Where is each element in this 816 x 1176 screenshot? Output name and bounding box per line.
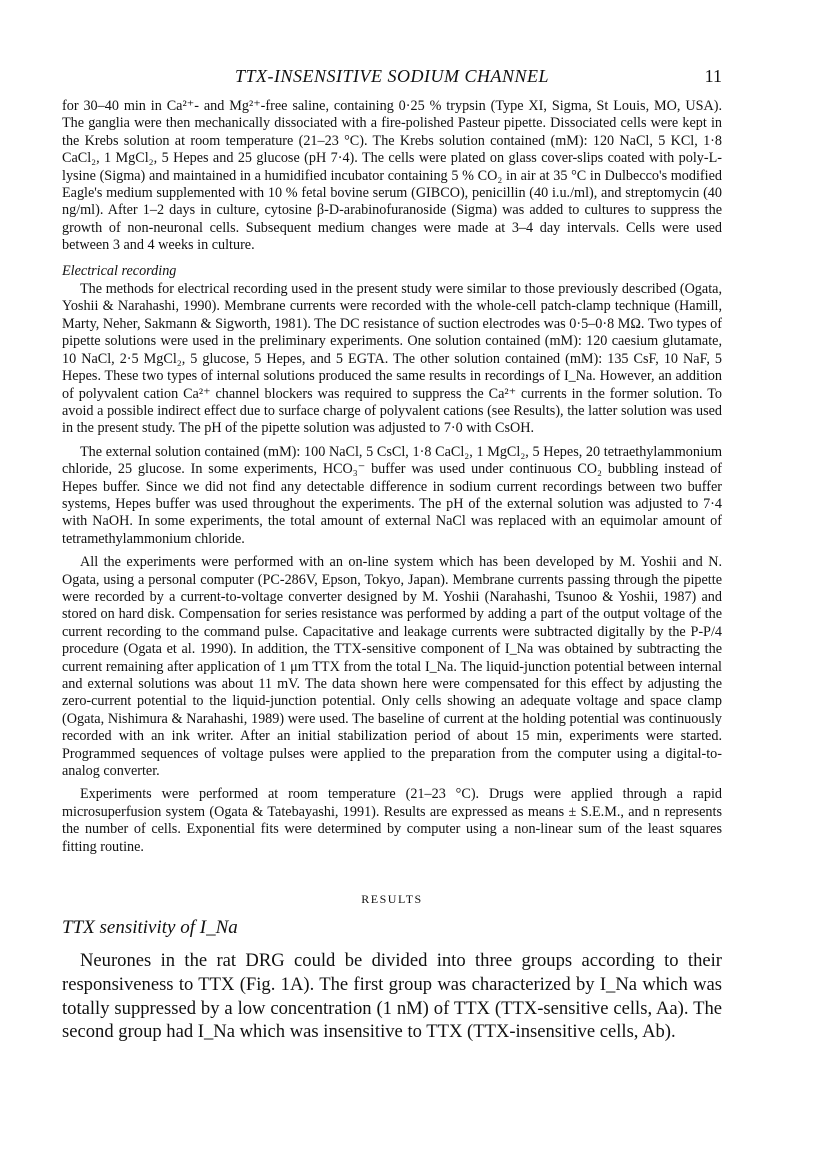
results-paragraph-ttx: Neurones in the rat DRG could be divided into three groups according to their responsiveness to TTX (Fig. 1A). The first group was characterized by I_Na which was totally suppressed by a low concentration (1 nM) of TTX (TTX-sensitive cells, Aa). The second group had I_Na which was insensitive to TTX (TTX-insensitive cells, Ab). [62,950,722,1043]
subsection-heading-electrical-recording: Electrical recording [62,262,177,279]
methods-paragraph-external-solution: The external solution contained (mM): 100 NaCl, 5 CsCl, 1·8 CaCl₂, 1 MgCl₂, 5 Hepes, 20 tetraethylammonium chloride, 25 glucose. In some experiments, HCO₃⁻ buffer was used under continuous CO₂ bubbling instead of Hepes buffer. Since we did not find any detectable difference in sodium current recordings between two buffer systems, Hepes buffer was used throughout the experiments. The pH of the external solution was adjusted to 7·4 with NaOH. In some experiments, the total amount of external NaCl was replaced with an equimolar amount of tetramethylammonium chloride. [62,443,722,547]
methods-paragraph-culture: for 30–40 min in Ca²⁺- and Mg²⁺-free saline, containing 0·25 % trypsin (Type XI, Sigma, St Louis, MO, USA). The ganglia were then mechanically dissociated with a fire-polished Pasteur pipette. Dissociated cells were kept in the Krebs solution at room temperature (21–23 °C). The Krebs solution contained (mM): 120 NaCl, 5 KCl, 1·8 CaCl₂, 1 MgCl₂, 5 Hepes and 25 glucose (pH 7·4). The cells were plated on glass cover-slips coated with poly-L-lysine (Sigma) and maintained in a humidified incubator containing 5 % CO₂ in air at 35 °C in Dulbecco's modified Eagle's medium supplemented with 10 % fetal bovine serum (GIBCO), penicillin (40 i.u./ml), and streptomycin (40 ng/ml). After 1–2 days in culture, cytosine β-D-arabinofuranoside (Sigma) was added to cultures to suppress the growth of non-neuronal cells. Subsequent medium changes were made at 3–4 day intervals. Cells were used between 3 and 4 weeks in culture. [62,98,722,254]
running-header [62,66,722,90]
section-heading-results: RESULTS [361,892,423,907]
methods-paragraph-recording: The methods for electrical recording used in the present study were similar to those previously described (Ogata, Yoshii & Narahashi, 1990). Membrane currents were recorded with the whole-cell patch-clamp technique (Hamill, Marty, Neher, Sakmann & Sigworth, 1981). The DC resistance of suction electrodes was 0·5–0·8 MΩ. Two types of pipette solutions were used in the preliminary experiments. One solution contained (mM): 120 caesium glutamate, 10 NaCl, 2·5 MgCl₂, 5 glucose, 5 Hepes, and 5 EGTA. The other solution contained (mM): 135 CsF, 10 NaF, 5 Hepes. These two types of internal solutions produced the same results in recordings of I_Na. However, an addition of polyvalent cation Ca²⁺ channel blockers was required to suppress the Ca²⁺ currents in the former solution. To avoid a possible indirect effect due to surface charge of polyvalent cations (see Results), the latter solution was used in the present study. The pH of the pipette solution was adjusted to 7·0 with CsOH. [62,281,722,437]
running-title: TTX-INSENSITIVE SODIUM CHANNEL [234,66,549,86]
subsection-heading-ttx-sensitivity: TTX sensitivity of I_Na [62,917,238,939]
journal-page [62,66,722,1044]
page-number: 11 [704,66,722,86]
methods-paragraph-online-system: All the experiments were performed with an on-line system which has been developed by M. Yoshii and N. Ogata, using a personal computer (PC-286V, Epson, Tokyo, Japan). Membrane currents passing through the pipette were recorded by a current-to-voltage converter designed by M. Yoshii (Narahashi, Tsunoo & Yoshii, 1987) and stored on hard disk. Compensation for series resistance was performed by adding a part of the output voltage of the current recording to the command pulse. Capacitative and leakage currents were subtracted digitally by the P-P/4 procedure (Ogata et al. 1990). In addition, the TTX-sensitive component of I_Na was obtained by subtracting the current remaining after application of 1 μm TTX from the total I_Na. The liquid-junction potential between internal and external solutions was about 11 mV. The data shown here were compensated for this effect by adjusting the zero-current potential to the liquid-junction potential. Only cells showing an adequate voltage and space clamp (Ogata, Nishimura & Narahashi, 1989) were used. The baseline of current at the holding potential was continuously recorded with an ink writer. After an initial stabilization period of about 15 min, experiments were started. Programmed sequences of voltage pulses were applied to the preparation from the computer using a digital-to-analog converter. [62,554,722,780]
methods-paragraph-statistics: Experiments were performed at room temperature (21–23 °C). Drugs were applied through a rapid microsuperfusion system (Ogata & Tatebayashi, 1991). Results are expressed as means ± S.E.M., and n represents the number of cells. Exponential fits were determined by computer using a non-linear sum of the least squares fitting routine. [62,786,722,855]
